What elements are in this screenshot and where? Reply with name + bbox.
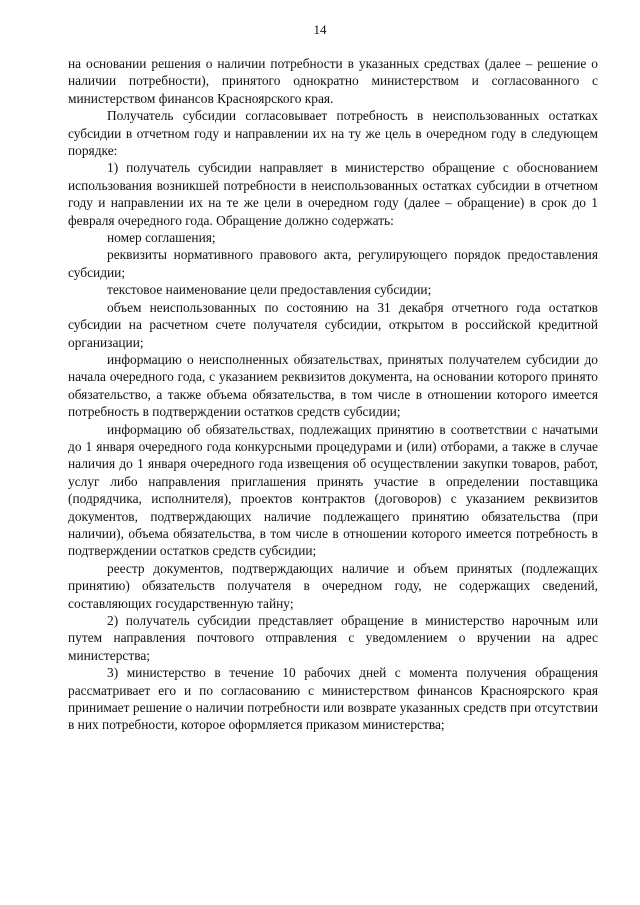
paragraph-approval-order: Получатель субсидии согласовывает потребность в неиспользованных остатках субсидии в отчетном году и направлении их на ту же цель в очередном году в следующем порядке: xyxy=(68,108,598,159)
list-item-agreement-number: номер соглашения; xyxy=(107,230,216,246)
paragraph-continuation: на основании решения о наличии потребности в указанных средствах (далее – решение о наличии потребности), принятого однократно министерством и согласованного с министерством финансов Красноярского края. xyxy=(68,56,598,106)
list-item-legal-act-details: реквизиты нормативного правового акта, регулирующего порядок предоставления субсидии; xyxy=(68,247,598,280)
document-body xyxy=(68,55,598,734)
list-item-purpose-name: текстовое наименование цели предоставления субсидии; xyxy=(107,282,432,298)
paragraph-step-2: 2) получатель субсидии представляет обращение в министерство нарочным или путем направления почтового отправления с уведомлением о вручении на адрес министерства; xyxy=(68,613,598,663)
paragraph-step-1: 1) получатель субсидии направляет в министерство обращение с обоснованием использования возникшей потребности в неиспользованных остатках субсидии в отчетном году и направлении их на те же цели в очередном году (далее – обращение) в срок до 1 февраля очередного года. Обращение должно содержать: xyxy=(68,160,598,228)
list-item-pending-obligations: информацию об обязательствах, подлежащих принятию в соответствии с начатыми до 1 января очередного года конкурсными процедурами и (или) отборами, а также в случае наличия до 1 января очередного года извещения об осуществлении закупки товаров, работ, услуг либо направления приглашения принять участие в определении поставщика (подрядчика, исполнителя), проектов контрактов (договоров) с указанием реквизитов документов, подтверждающих наличие подлежащего принятию обязательства (при наличии), объема обязательства, в том числе в отношении которого имеется потребность в подтверждении остатков средств субсидии; xyxy=(68,421,598,559)
page-number: 14 xyxy=(313,22,327,37)
list-item-unused-balance: объем неиспользованных по состоянию на 31 декабря отчетного года остатков субсидии на расчетном счете получателя субсидии, открытом в российской кредитной организации; xyxy=(68,299,598,350)
list-item-unfulfilled-obligations: информацию о неисполненных обязательствах, принятых получателем субсидии до начала очередного года, с указанием реквизитов документа, на основании которого принято обязательство, а также объема обязательства, в том числе в отношении которого имеется потребность в подтверждении остатков средств субсидии; xyxy=(68,351,598,420)
paragraph-step-3: 3) министерство в течение 10 рабочих дней с момента получения обращения рассматривает его и по согласованию с министерством финансов Красноярского края принимает решение о наличии потребности или возврате указанных средств при отсутствии в них потребности, которое оформляется приказом министерства; xyxy=(68,665,598,733)
list-item-documents-register: реестр документов, подтверждающих наличие и объем принятых (подлежащих принятию) обязательств получателя в очередном году, не содержащих сведений, составляющих государственную тайну; xyxy=(68,560,598,611)
